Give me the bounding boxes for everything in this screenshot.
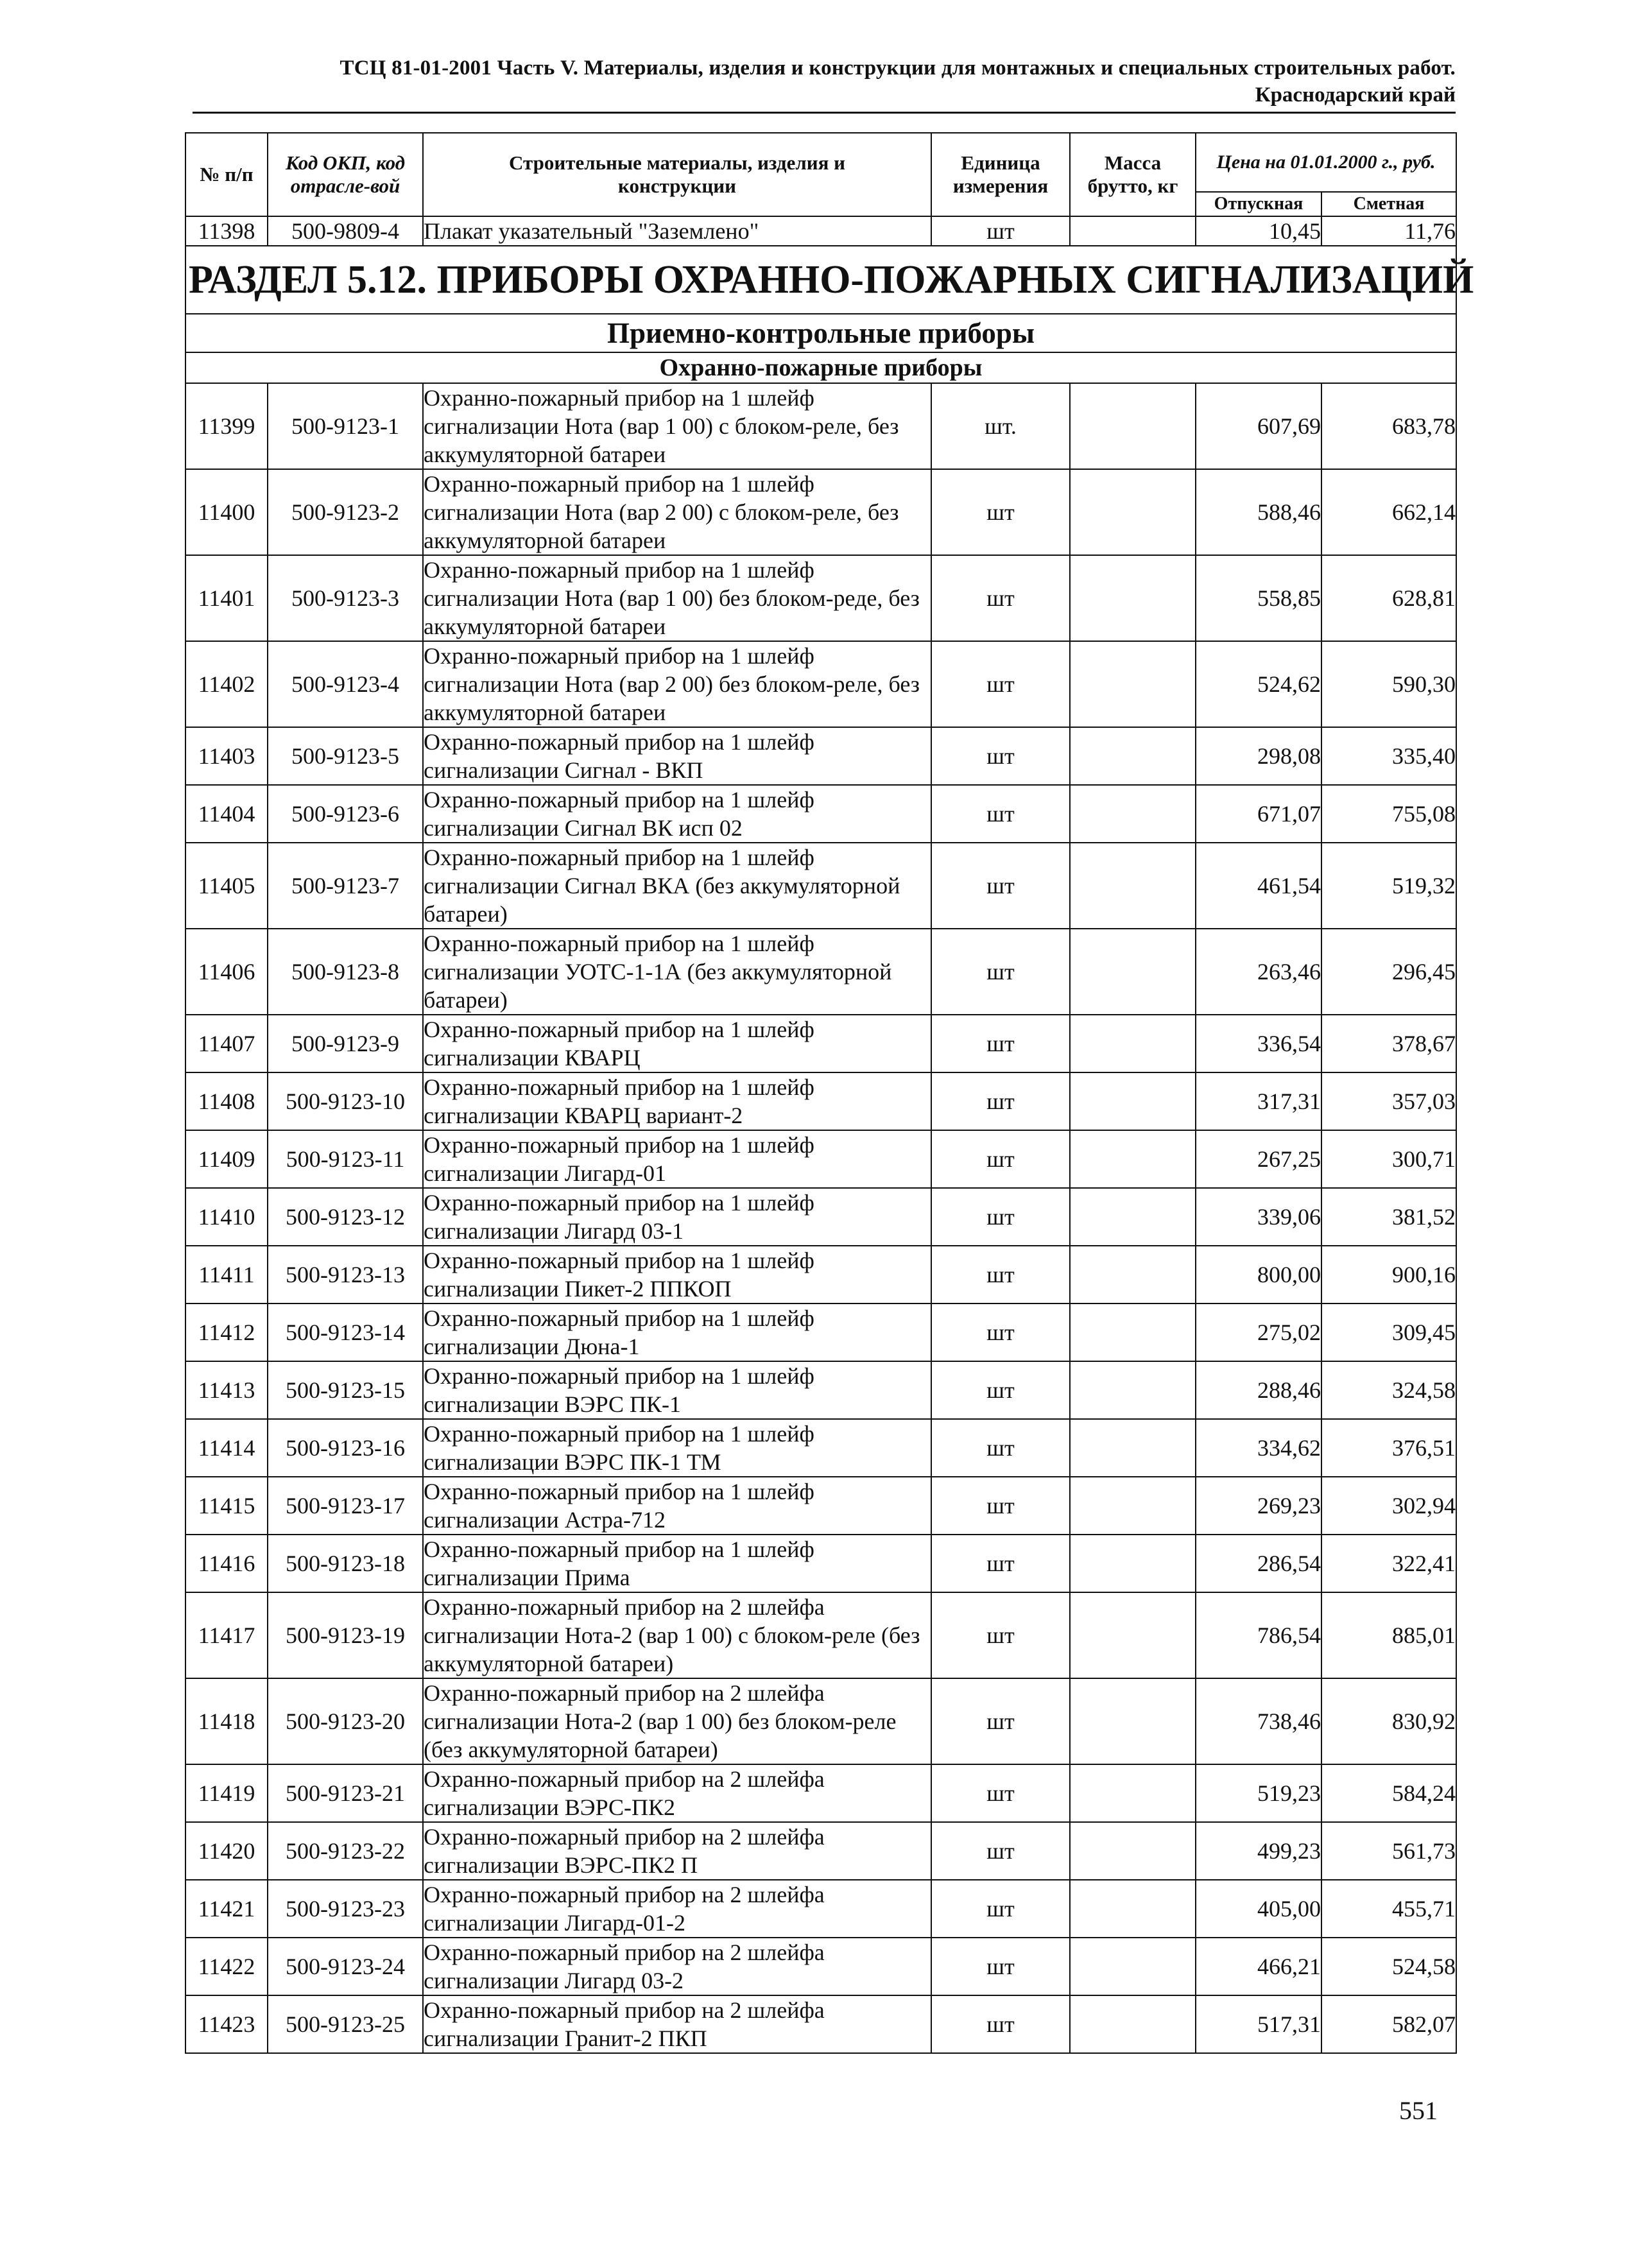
col-header-price: Цена на 01.01.2000 г., руб. [1196, 133, 1456, 192]
row-name: Охранно-пожарный прибор на 2 шлейфа сигнализации Нота-2 (вар 1 00) без блоком-реле (без аккумуляторной батареи) [423, 1678, 931, 1764]
row-num: 11423 [185, 1995, 268, 2053]
row-unit: шт [931, 1822, 1070, 1880]
row-unit: шт [931, 785, 1070, 843]
row-code: 500-9123-17 [268, 1477, 423, 1535]
row-code: 500-9123-19 [268, 1592, 423, 1678]
row-unit: шт [931, 1188, 1070, 1246]
row-unit: шт [931, 1361, 1070, 1419]
row-code: 500-9123-10 [268, 1072, 423, 1130]
row-price-release: 517,31 [1196, 1995, 1321, 2053]
table-row [185, 1822, 1456, 1880]
row-price-release: 275,02 [1196, 1304, 1321, 1361]
row-num: 11405 [185, 843, 268, 929]
row-mass [1070, 1880, 1196, 1938]
row-mass [1070, 843, 1196, 929]
row-num: 11415 [185, 1477, 268, 1535]
row-mass [1070, 1188, 1196, 1246]
row-unit: шт [931, 641, 1070, 727]
row-code: 500-9809-4 [268, 216, 423, 246]
table-row [185, 1477, 1456, 1535]
row-price-estimate: 11,76 [1321, 216, 1456, 246]
col-header-okp: Код ОКП, код отрасле-вой [268, 133, 423, 216]
row-num: 11404 [185, 785, 268, 843]
row-code: 500-9123-5 [268, 727, 423, 785]
row-price-release: 286,54 [1196, 1535, 1321, 1592]
row-mass [1070, 1419, 1196, 1477]
table-row [185, 1938, 1456, 1995]
row-price-estimate: 381,52 [1321, 1188, 1456, 1246]
row-price-release: 524,62 [1196, 641, 1321, 727]
row-num: 11417 [185, 1592, 268, 1678]
group-title: Охранно-пожарные приборы [185, 352, 1456, 383]
row-unit: шт [931, 727, 1070, 785]
row-num: 11408 [185, 1072, 268, 1130]
row-unit: шт [931, 1130, 1070, 1188]
table-row [185, 1880, 1456, 1938]
row-code: 500-9123-23 [268, 1880, 423, 1938]
row-code: 500-9123-15 [268, 1361, 423, 1419]
row-code: 500-9123-6 [268, 785, 423, 843]
document-header-region: Краснодарский край [1255, 83, 1456, 107]
row-code: 500-9123-1 [268, 383, 423, 469]
row-price-estimate: 335,40 [1321, 727, 1456, 785]
row-price-release: 786,54 [1196, 1592, 1321, 1678]
row-price-release: 288,46 [1196, 1361, 1321, 1419]
table-row [185, 843, 1456, 929]
row-num: 11401 [185, 555, 268, 641]
row-unit: шт [931, 1995, 1070, 2053]
table-row [185, 469, 1456, 555]
row-name: Охранно-пожарный прибор на 1 шлейф сигнализации ВЭРС ПК-1 ТМ [423, 1419, 931, 1477]
row-mass [1070, 469, 1196, 555]
row-price-release: 267,25 [1196, 1130, 1321, 1188]
row-code: 500-9123-22 [268, 1822, 423, 1880]
row-unit: шт [931, 469, 1070, 555]
section-title: РАЗДЕЛ 5.12. ПРИБОРЫ ОХРАННО-ПОЖАРНЫХ СИГНАЛИЗАЦИЙ [185, 246, 1456, 314]
row-code: 500-9123-3 [268, 555, 423, 641]
row-code: 500-9123-2 [268, 469, 423, 555]
row-unit: шт [931, 1246, 1070, 1304]
row-mass [1070, 1535, 1196, 1592]
row-name: Охранно-пожарный прибор на 2 шлейфа сигнализации ВЭРС-ПК2 [423, 1764, 931, 1822]
row-price-estimate: 455,71 [1321, 1880, 1456, 1938]
row-name: Охранно-пожарный прибор на 1 шлейф сигнализации Сигнал ВКА (без аккумуляторной батареи) [423, 843, 931, 929]
row-price-estimate: 900,16 [1321, 1246, 1456, 1304]
row-code: 500-9123-13 [268, 1246, 423, 1304]
row-price-estimate: 561,73 [1321, 1822, 1456, 1880]
row-price-release: 10,45 [1196, 216, 1321, 246]
table-row [185, 1072, 1456, 1130]
row-price-release: 339,06 [1196, 1188, 1321, 1246]
row-name: Охранно-пожарный прибор на 2 шлейфа сигнализации Лигард-01-2 [423, 1880, 931, 1938]
row-mass [1070, 1361, 1196, 1419]
row-mass [1070, 555, 1196, 641]
row-mass [1070, 1072, 1196, 1130]
row-price-release: 558,85 [1196, 555, 1321, 641]
row-mass [1070, 1130, 1196, 1188]
row-mass [1070, 1304, 1196, 1361]
row-name: Охранно-пожарный прибор на 1 шлейф сигнализации КВАРЦ [423, 1015, 931, 1072]
row-price-release: 800,00 [1196, 1246, 1321, 1304]
row-price-estimate: 524,58 [1321, 1938, 1456, 1995]
row-price-release: 607,69 [1196, 383, 1321, 469]
row-unit: шт [931, 1535, 1070, 1592]
row-num: 11418 [185, 1678, 268, 1764]
subsection-title: Приемно-контрольные приборы [185, 314, 1456, 352]
row-num: 11416 [185, 1535, 268, 1592]
row-price-release: 461,54 [1196, 843, 1321, 929]
row-name: Охранно-пожарный прибор на 1 шлейф сигнализации Лигард-01 [423, 1130, 931, 1188]
row-price-estimate: 302,94 [1321, 1477, 1456, 1535]
table-row [185, 727, 1456, 785]
row-price-release: 317,31 [1196, 1072, 1321, 1130]
row-code: 500-9123-8 [268, 929, 423, 1015]
row-price-release: 671,07 [1196, 785, 1321, 843]
row-price-estimate: 683,78 [1321, 383, 1456, 469]
row-mass [1070, 383, 1196, 469]
table-row [185, 1535, 1456, 1592]
table-row [185, 785, 1456, 843]
col-header-name: Строительные материалы, изделия и конструкции [423, 133, 931, 216]
row-price-release: 298,08 [1196, 727, 1321, 785]
row-price-estimate: 584,24 [1321, 1764, 1456, 1822]
row-name: Охранно-пожарный прибор на 1 шлейф сигнализации Дюна-1 [423, 1304, 931, 1361]
row-unit: шт [931, 1938, 1070, 1995]
row-mass [1070, 1246, 1196, 1304]
row-num: 11410 [185, 1188, 268, 1246]
col-header-price-estimate: Сметная [1321, 192, 1456, 216]
row-mass [1070, 1015, 1196, 1072]
row-unit: шт [931, 1764, 1070, 1822]
table-row [185, 641, 1456, 727]
row-price-estimate: 378,67 [1321, 1015, 1456, 1072]
row-mass [1070, 1477, 1196, 1535]
row-code: 500-9123-24 [268, 1938, 423, 1995]
row-price-estimate: 357,03 [1321, 1072, 1456, 1130]
row-num: 11398 [185, 216, 268, 246]
row-unit: шт [931, 1880, 1070, 1938]
row-num: 11419 [185, 1764, 268, 1822]
row-unit: шт [931, 555, 1070, 641]
row-name: Охранно-пожарный прибор на 1 шлейф сигнализации Пикет-2 ППКОП [423, 1246, 931, 1304]
row-num: 11407 [185, 1015, 268, 1072]
row-unit: шт [931, 1304, 1070, 1361]
row-num: 11421 [185, 1880, 268, 1938]
row-code: 500-9123-25 [268, 1995, 423, 2053]
row-name: Охранно-пожарный прибор на 2 шлейфа сигнализации Гранит-2 ПКП [423, 1995, 931, 2053]
row-mass [1070, 1938, 1196, 1995]
row-code: 500-9123-21 [268, 1764, 423, 1822]
row-num: 11414 [185, 1419, 268, 1477]
row-unit: шт [931, 1592, 1070, 1678]
col-header-price-release: Отпускная [1196, 192, 1321, 216]
table-row [185, 1995, 1456, 2053]
table-row [185, 1419, 1456, 1477]
col-header-unit: Единица измерения [931, 133, 1070, 216]
row-code: 500-9123-18 [268, 1535, 423, 1592]
table-row [185, 929, 1456, 1015]
row-num: 11413 [185, 1361, 268, 1419]
row-name: Охранно-пожарный прибор на 1 шлейф сигнализации УОТС-1-1А (без аккумуляторной батареи) [423, 929, 931, 1015]
table-row [185, 1130, 1456, 1188]
table-row [185, 1304, 1456, 1361]
row-num: 11420 [185, 1822, 268, 1880]
page-number: 551 [1399, 2096, 1438, 2125]
table-row [185, 1246, 1456, 1304]
row-price-estimate: 322,41 [1321, 1535, 1456, 1592]
col-header-mass: Масса брутто, кг [1070, 133, 1196, 216]
row-name: Охранно-пожарный прибор на 1 шлейф сигнализации Астра-712 [423, 1477, 931, 1535]
row-unit: шт [931, 1477, 1070, 1535]
row-mass [1070, 1995, 1196, 2053]
row-price-estimate: 324,58 [1321, 1361, 1456, 1419]
table-row [185, 1015, 1456, 1072]
row-price-release: 466,21 [1196, 1938, 1321, 1995]
row-price-estimate: 755,08 [1321, 785, 1456, 843]
row-mass [1070, 929, 1196, 1015]
row-mass [1070, 785, 1196, 843]
row-unit: шт. [931, 383, 1070, 469]
row-price-release: 588,46 [1196, 469, 1321, 555]
row-price-release: 269,23 [1196, 1477, 1321, 1535]
row-price-release: 738,46 [1196, 1678, 1321, 1764]
row-price-estimate: 830,92 [1321, 1678, 1456, 1764]
row-name: Охранно-пожарный прибор на 1 шлейф сигнализации Нота (вар 2 00) с блоком-реле, без аккумуляторной батареи [423, 469, 931, 555]
row-name: Охранно-пожарный прибор на 1 шлейф сигнализации Прима [423, 1535, 931, 1592]
row-code: 500-9123-7 [268, 843, 423, 929]
row-num: 11406 [185, 929, 268, 1015]
row-unit: шт [931, 929, 1070, 1015]
row-name: Охранно-пожарный прибор на 1 шлейф сигнализации ВЭРС ПК-1 [423, 1361, 931, 1419]
row-mass [1070, 727, 1196, 785]
row-price-estimate: 628,81 [1321, 555, 1456, 641]
row-unit: шт [931, 1678, 1070, 1764]
row-unit: шт [931, 843, 1070, 929]
row-price-estimate: 590,30 [1321, 641, 1456, 727]
row-num: 11422 [185, 1938, 268, 1995]
row-name: Охранно-пожарный прибор на 1 шлейф сигнализации Сигнал ВК исп 02 [423, 785, 931, 843]
row-name: Охранно-пожарный прибор на 2 шлейфа сигнализации Нота-2 (вар 1 00) с блоком-реле (без аккумуляторной батареи) [423, 1592, 931, 1678]
row-code: 500-9123-14 [268, 1304, 423, 1361]
row-num: 11399 [185, 383, 268, 469]
row-mass [1070, 216, 1196, 246]
row-unit: шт [931, 1072, 1070, 1130]
row-name: Охранно-пожарный прибор на 1 шлейф сигнализации Нота (вар 2 00) без блоком-реле, без аккумуляторной батареи [423, 641, 931, 727]
row-name: Охранно-пожарный прибор на 2 шлейфа сигнализации Лигард 03-2 [423, 1938, 931, 1995]
row-price-estimate: 582,07 [1321, 1995, 1456, 2053]
row-code: 500-9123-16 [268, 1419, 423, 1477]
row-name: Охранно-пожарный прибор на 1 шлейф сигнализации Нота (вар 1 00) без блоком-реде, без аккумуляторной батареи [423, 555, 931, 641]
table-row [185, 1361, 1456, 1419]
row-price-estimate: 309,45 [1321, 1304, 1456, 1361]
row-num: 11412 [185, 1304, 268, 1361]
table-row [185, 1678, 1456, 1764]
row-name: Охранно-пожарный прибор на 1 шлейф сигнализации Нота (вар 1 00) с блоком-реле, без аккумуляторной батареи [423, 383, 931, 469]
row-price-release: 499,23 [1196, 1822, 1321, 1880]
row-num: 11411 [185, 1246, 268, 1304]
row-mass [1070, 1592, 1196, 1678]
row-price-estimate: 376,51 [1321, 1419, 1456, 1477]
row-unit: шт [931, 1419, 1070, 1477]
row-price-release: 336,54 [1196, 1015, 1321, 1072]
table-row [185, 383, 1456, 469]
table-row [185, 1592, 1456, 1678]
row-price-estimate: 296,45 [1321, 929, 1456, 1015]
row-code: 500-9123-9 [268, 1015, 423, 1072]
row-price-estimate: 300,71 [1321, 1130, 1456, 1188]
row-price-release: 405,00 [1196, 1880, 1321, 1938]
row-code: 500-9123-12 [268, 1188, 423, 1246]
row-price-estimate: 885,01 [1321, 1592, 1456, 1678]
row-num: 11409 [185, 1130, 268, 1188]
row-price-estimate: 662,14 [1321, 469, 1456, 555]
price-table [185, 132, 1474, 2054]
row-code: 500-9123-11 [268, 1130, 423, 1188]
row-unit: шт [931, 216, 1070, 246]
row-num: 11403 [185, 727, 268, 785]
row-mass [1070, 641, 1196, 727]
col-header-num: № п/п [185, 133, 268, 216]
row-name: Охранно-пожарный прибор на 1 шлейф сигнализации Сигнал - ВКП [423, 727, 931, 785]
row-name: Охранно-пожарный прибор на 1 шлейф сигнализации КВАРЦ вариант-2 [423, 1072, 931, 1130]
table-row [185, 1764, 1456, 1822]
document-header-title: ТСЦ 81-01-2001 Часть V. Материалы, изделия и конструкции для монтажных и специальных строительных работ. [340, 56, 1456, 80]
row-name: Плакат указательный "Заземлено" [423, 216, 931, 246]
row-code: 500-9123-4 [268, 641, 423, 727]
row-price-release: 519,23 [1196, 1764, 1321, 1822]
row-price-release: 263,46 [1196, 929, 1321, 1015]
table-row [185, 1188, 1456, 1246]
row-price-release: 334,62 [1196, 1419, 1321, 1477]
table-row [185, 216, 1456, 246]
row-num: 11400 [185, 469, 268, 555]
table-row [185, 555, 1456, 641]
row-price-estimate: 519,32 [1321, 843, 1456, 929]
row-mass [1070, 1764, 1196, 1822]
row-name: Охранно-пожарный прибор на 1 шлейф сигнализации Лигард 03-1 [423, 1188, 931, 1246]
row-mass [1070, 1678, 1196, 1764]
header-divider [193, 112, 1456, 114]
row-mass [1070, 1822, 1196, 1880]
row-name: Охранно-пожарный прибор на 2 шлейфа сигнализации ВЭРС-ПК2 П [423, 1822, 931, 1880]
row-code: 500-9123-20 [268, 1678, 423, 1764]
row-unit: шт [931, 1015, 1070, 1072]
row-num: 11402 [185, 641, 268, 727]
